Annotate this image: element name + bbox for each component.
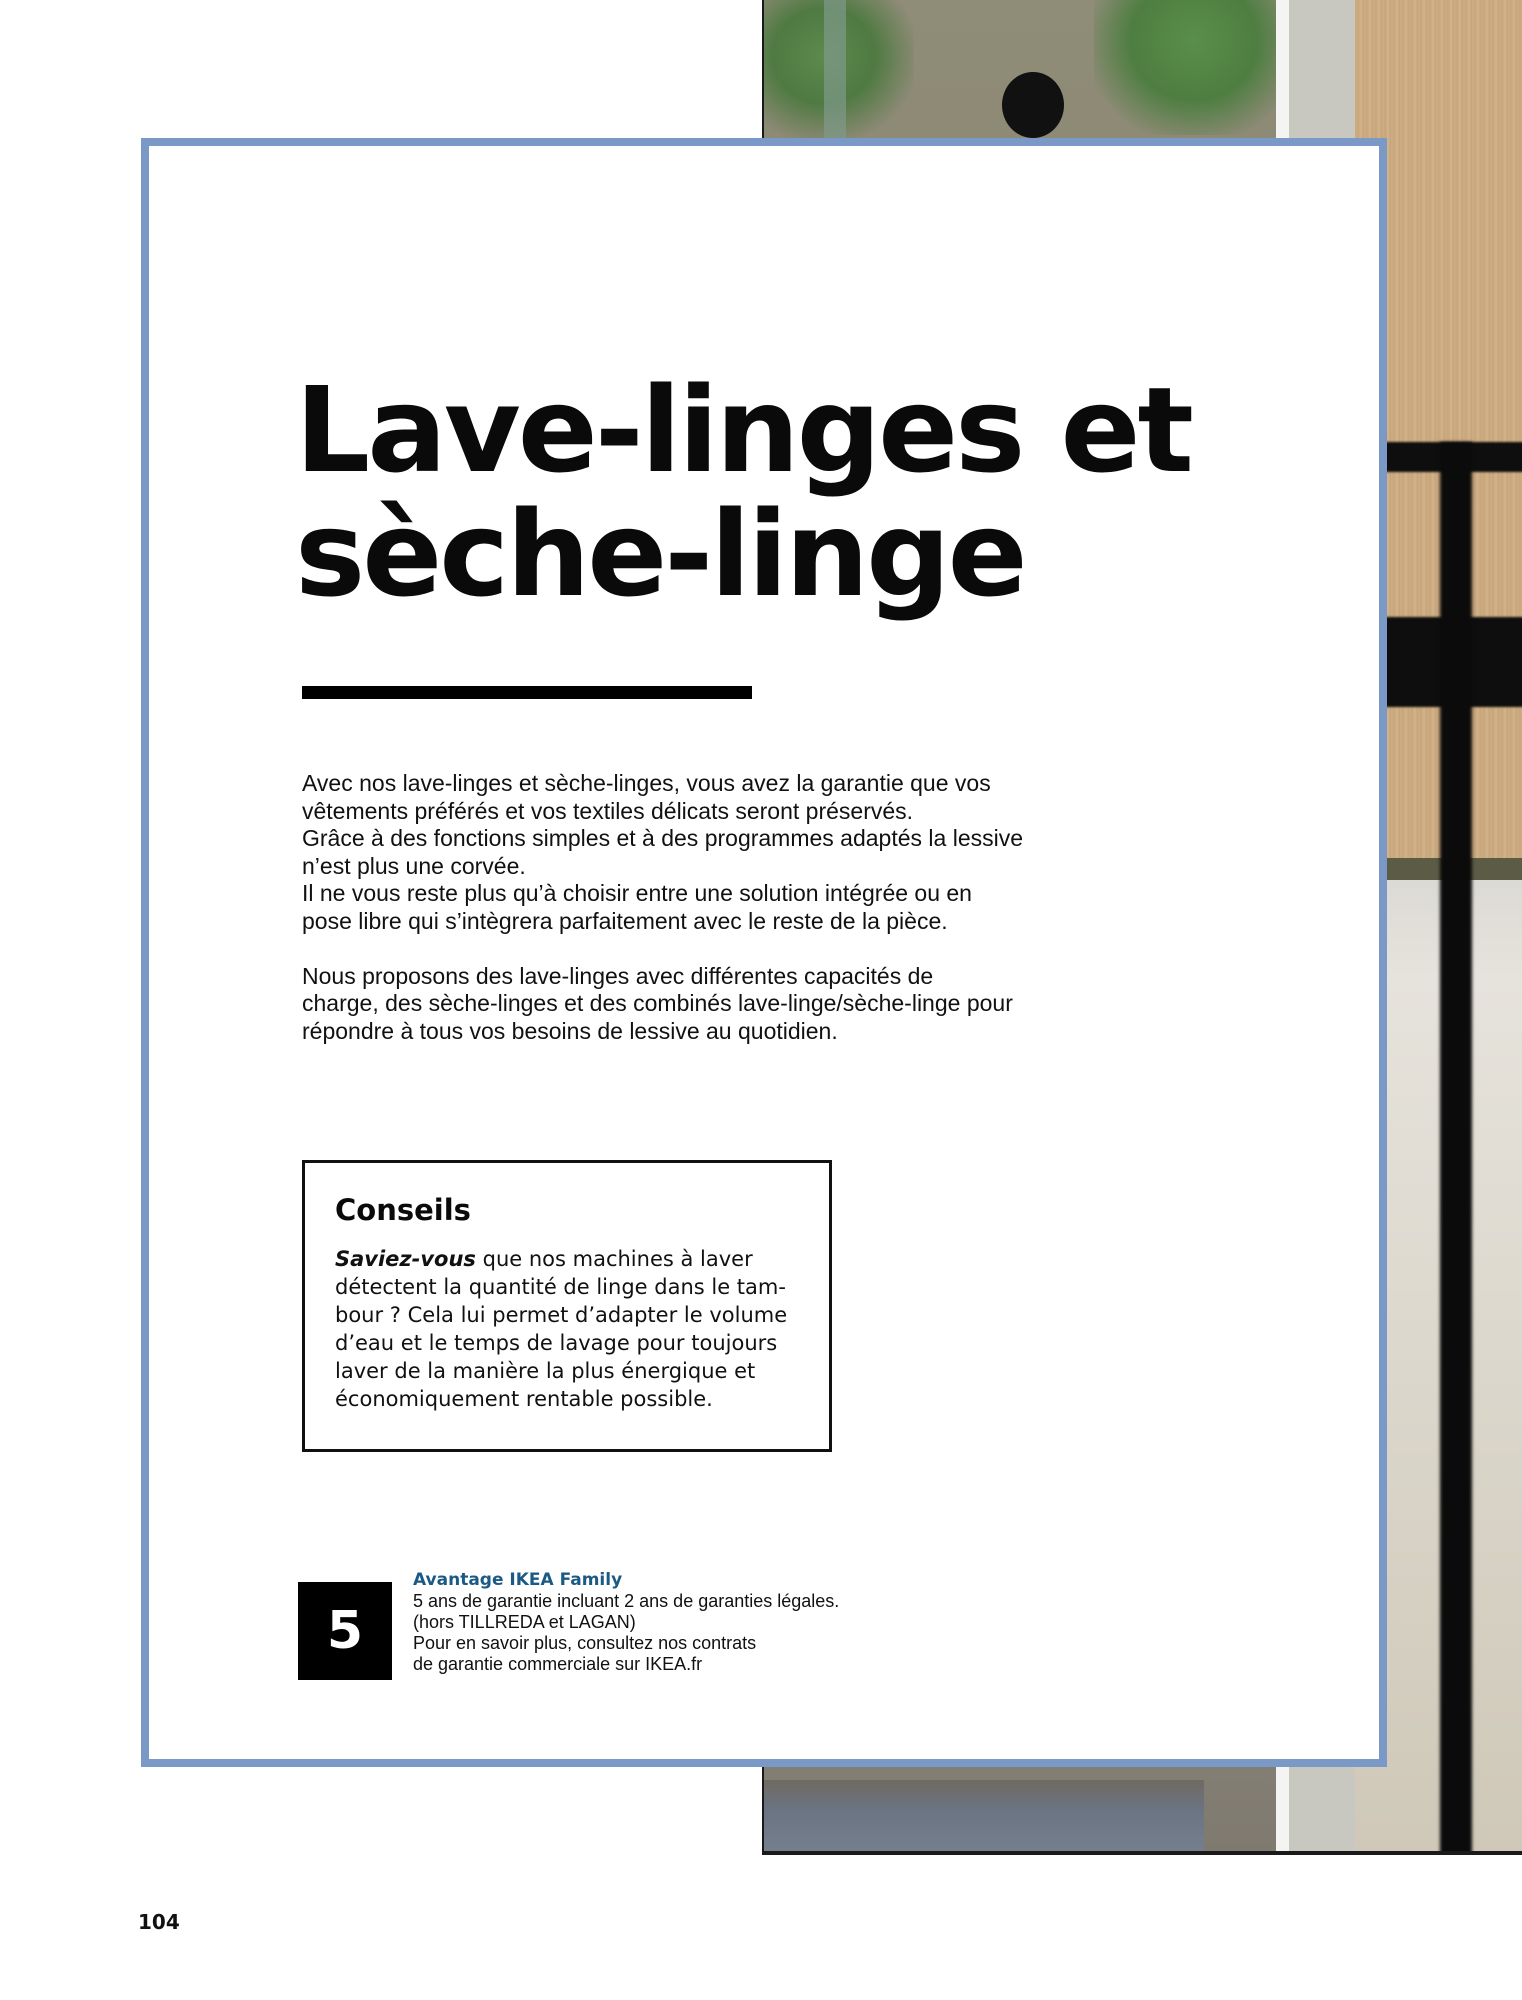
warranty-years-badge: 5 (298, 1582, 392, 1680)
text-line: Il ne vous reste plus qu’à choisir entre une solution intégrée ou en (302, 880, 972, 907)
page-title (295, 361, 1191, 623)
title-line-2: sèche-linge (295, 485, 1025, 623)
ikea-family-info (413, 1570, 839, 1675)
text-line: Grâce à des fonctions simples et à des programmes adaptés la lessive (302, 825, 1024, 852)
text-line: (hors TILLREDA et LAGAN) (413, 1612, 636, 1632)
text-line: Avec nos lave-linges et sèche-linges, vous avez la garantie que vos (302, 770, 991, 796)
text-line: n’est plus une corvée. (302, 852, 526, 879)
photo-plant-stem (824, 0, 846, 140)
text-line: de garantie commerciale sur IKEA.fr (413, 1654, 703, 1674)
text-line: laver de la manière la plus énergique et (335, 1359, 756, 1383)
intro-paragraph-2 (302, 963, 1102, 1046)
text-line (335, 1245, 825, 1273)
ikea-family-title: Avantage IKEA Family (413, 1570, 623, 1590)
photo-rack-post (1440, 442, 1472, 1855)
page-number: 104 (138, 1910, 180, 1934)
text-line: Pour en savoir plus, consultez nos contrats (413, 1633, 757, 1653)
tips-line-rest: que nos machines à laver (475, 1247, 753, 1271)
text-line: bour ? Cela lui permet d’adapter le volume (335, 1303, 788, 1327)
text-line: pose libre qui s’intègrera parfaitement avec le reste de la pièce. (302, 907, 948, 934)
photo-towel (764, 1780, 1204, 1855)
text-line: d’eau et le temps de lavage pour toujours (335, 1331, 778, 1355)
photo-wall-hole (1002, 72, 1064, 138)
intro-text (302, 770, 1102, 1045)
photo-plant-leaf-right (1094, 0, 1294, 135)
text-line: vêtements préférés et vos textiles délicats seront préservés. (302, 797, 914, 824)
tips-lead: Saviez-vous (335, 1247, 476, 1271)
text-line: 5 ans de garantie incluant 2 ans de garanties légales. (413, 1591, 840, 1611)
text-line: répondre à tous vos besoins de lessive au quotidien. (302, 1017, 838, 1044)
text-line: détectent la quantité de linge dans le tam- (335, 1275, 786, 1299)
tips-box (302, 1160, 832, 1452)
intro-paragraph-1 (302, 770, 1102, 936)
tips-title: Conseils (335, 1193, 471, 1227)
title-divider (302, 686, 752, 699)
title-line-1: Lave-linges et (295, 361, 1191, 499)
text-line: Nous proposons des lave-linges avec différentes capacités de (302, 962, 934, 989)
text-line: économiquement rentable possible. (335, 1387, 713, 1411)
tips-text (335, 1245, 825, 1413)
text-line: charge, des sèche-linges et des combinés lave-linge/sèche-linge pour (302, 990, 1013, 1017)
